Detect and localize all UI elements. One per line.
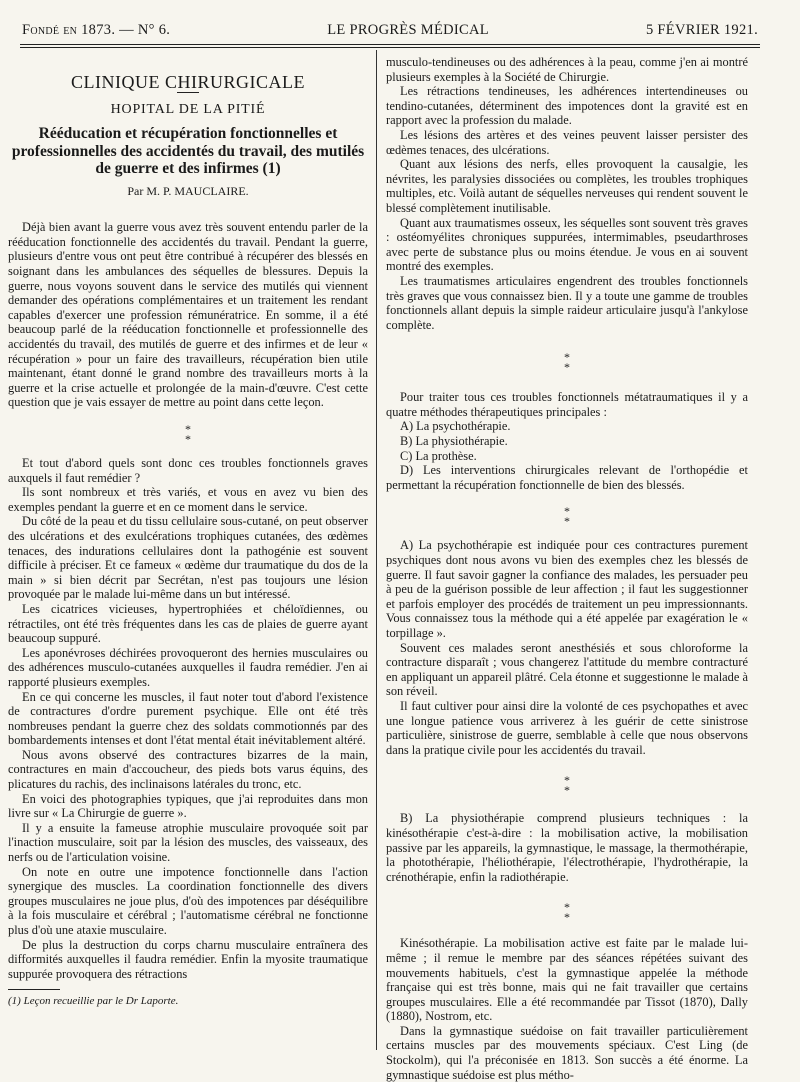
paragraph: Les rétractions tendineuses, les adhérences intertendineuses ou tendino-cutanées, déterminent des impotences dont la gravité est en rapport avec la profession du malade. xyxy=(386,84,748,128)
paragraph: Ils sont nombreux et très variés, et vous en avez vu bien des exemples pendant la guerre et en ce moment dans le service. xyxy=(8,485,368,514)
section-title: CLINIQUE CHIRURGICALE xyxy=(71,72,305,92)
journal-title: LE PROGRÈS MÉDICAL xyxy=(327,22,489,38)
paragraph: Dans la gymnastique suédoise on fait travailler particulièrement certains muscles par des mouvements spéciaux. C'est Ling (de Stockolm), qui l'a préconisée en 1813. Son succès a été énorme. La gymnastique suédoise est plus métho- xyxy=(386,1023,748,1082)
paragraph: Les lésions des artères et des veines peuvent laisser persister des œdèmes tenaces, des ulcérations. xyxy=(386,127,748,157)
section-separator-stars: * * xyxy=(564,350,570,375)
section-separator-stars: * * xyxy=(564,773,570,798)
list-item: D) Les interventions chirurgicales relevant de l'orthopédie et permettant la récupération fonctionnelle de bien des blessés. xyxy=(386,463,748,492)
paragraph: De plus la destruction du corps charnu musculaire entraînera des difformités auxquelles il faudra remédier. Enfin la myosite traumatique suppurée provoquera des rétractions xyxy=(8,937,368,981)
paragraph: En voici des photographies typiques, que j'ai reproduites dans mon livre sur « La Chirurgie de guerre ». xyxy=(8,791,368,821)
paragraph: Et tout d'abord quels sont donc ces troubles fonctionnels graves auxquels il faut remédier ? xyxy=(8,456,368,485)
methods-intro: Pour traiter tous ces troubles fonctionnels métatraumatiques il y a quatre méthodes thérapeutiques principales : xyxy=(386,390,748,419)
paragraph: Nous avons observé des contractures bizarres de la main, contractures en main d'accoucheur, des pieds bots varus équins, des plicatures du rachis, des inclinaisons latérales du tronc, etc. xyxy=(8,747,368,792)
paragraph: Souvent ces malades seront anesthésiés et sous chloroforme la contracture disparaît ; vous changerez l'attitude du membre contracturé en appliquant un appareil plâtré. Cela étonne et suggestionne le malade à son réveil. xyxy=(386,640,748,699)
paragraph: Kinésothérapie. La mobilisation active est faite par le malade lui-même ; il remue le membre par des séances répétées suivant des mouvements habituels, c'est la gymnastique appelée la méthode française qui est très bonne, mais qui ne fait travailler que certains groupes musculaires. Elle a été recommandée par Tissot (1870), Dally (1880), Nostrom, etc. xyxy=(386,936,748,1024)
paragraph: Il faut cultiver pour ainsi dire la volonté de ces psychopathes et avec une longue patience vous arriverez à les guérir de cette sinistrose particulière, sinistrose de guerre, semblable à celle que nous observons dans la pratique civile pour les accidentés du travail. xyxy=(386,698,748,757)
article-title: Rééducation et récupération fonctionnelles et professionnelles des accidentés du travail, des mutilés de guerre et des infirmes (1) xyxy=(11,125,365,178)
section-separator-stars: * * xyxy=(564,900,570,925)
paragraph: Les traumatismes articulaires engendrent des troubles fonctionnels très graves que vous connaissez bien. Il y a toute une gamme de troubles fonctionnels allant depuis la simple raideur articulaire jusqu'à l'ankylose complète. xyxy=(386,273,748,332)
paragraph: Les aponévroses déchirées provoqueront des hernies musculaires ou des adhérences musculo-cutanées auxquelles il faudra remédier. J'en ai rapporté plusieurs exemples. xyxy=(8,645,368,689)
right-column xyxy=(386,55,748,1082)
hospital-name: HOPITAL DE LA PITIÉ xyxy=(110,101,266,117)
paragraph: A) La psychothérapie est indiquée pour ces contractures purement psychiques dont nous avons vu bien des exemples chez les blessés de guerre. Il faut savoir gagner la confiance des malades, les persuader peu à peu de la guérison possible de leur affection ; il faut les suggestionner et parfois employer des procédés de traitement un peu impressionnants. Vous connaissez tous la méthode qui a été appelée par exagération le « torpillage ». xyxy=(386,538,748,640)
list-item: A) La psychothérapie. xyxy=(400,419,511,434)
paragraph: En ce qui concerne les muscles, il faut noter tout d'abord l'existence de contractures d'ordre purement psychique. Elle ont été très nombreuses pendant la guerre chez des soldats commotionnés par des bombardements intenses et dont l'état mental était inévitablement altéré. xyxy=(8,689,368,748)
paragraph: On note en outre une impotence fonctionnelle dans l'action synergique des muscles. La coordination fonctionnelle des divers groupes musculaires ne joue plus, d'où des impotences par déséquilibre à la fois musculaire et cérébral ; l'automatisme cérébral ne fonctionne plus d'où une ataxie musculaire. xyxy=(8,864,368,937)
footnote-rule xyxy=(8,989,60,990)
paragraph: Quant aux traumatismes osseux, les séquelles sont souvent très graves : ostéomyélites chroniques suppurées, intermimables, pseudarthroses avec perte de substance plus ou moins étendue. Je vous en ai souvent montré des exemples. xyxy=(386,215,748,274)
list-item: C) La prothèse. xyxy=(400,448,477,463)
left-column xyxy=(8,55,368,1009)
header-rule-thin xyxy=(20,47,760,48)
footnote: (1) Leçon recueillie par le Dr Laporte. xyxy=(8,995,179,1008)
paragraph: musculo-tendineuses ou des adhérences à la peau, comme j'en ai montré plusieurs exemples à la Société de Chirurgie. xyxy=(386,55,748,84)
paragraph: Les cicatrices vicieuses, hypertrophiées et chéloïdiennes, ou rétractiles, ont été très fréquentes dans les cas de plaies de guerre ayant beaucoup suppuré. xyxy=(8,601,368,646)
section-separator-stars: * * xyxy=(185,422,191,446)
issue-date: 5 FÉVRIER 1921. xyxy=(645,22,758,38)
paragraph: Déjà bien avant la guerre vous avez très souvent entendu parler de la rééducation fonctionnelle des accidentés du travail. Pendant la guerre, plusieurs d'entre vous ont peut être contribué à récupérer des blessés en soignant dans les ambulances des séquelles de blessures. Depuis la guerre, nous voyons souvent dans le service des mutilés qui viennent demander des opérations complémentaires et un traitement les rendant capables d'exercer une profession rémunératrice. En somme, il a été beaucoup parlé de la rééducation fonctionnelle et professionnelle des accidentés du travail, des mutilés de guerre et des infirmes et de leur « récupération » pour un faire des travailleurs, récupération bien utile maintenant, étant donné le grand nombre des travailleurs morts à la guerre et la crise actuelle et prolongée de la main-d'œuvre. C'est cette question que je vais essayer de mettre au point dans cette leçon. xyxy=(8,220,368,410)
list-item: B) La physiothérapie. xyxy=(400,434,508,449)
paragraph: B) La physiothérapie comprend plusieurs techniques : la kinésothérapie c'est-à-dire : la mobilisation active, la mobilisation passive par les appareils, la gymnastique, le massage, la thermothérapie, la photothérapie, l'héliothérapie, l'électrothérapie, l'hydrothérapie, la crénothérapie, enfin la radiothérapie. xyxy=(386,811,748,884)
methods-list xyxy=(386,419,748,492)
paragraph: Quant aux lésions des nerfs, elles provoquent la causalgie, les névrites, les paralysies dissociées ou complètes, les troubles trophiques multiples, etc. Voilà autant de séquelles nerveuses qui rendent souvent le blessé complètement inutilisable. xyxy=(386,157,748,215)
header-founded-issue: Fondé en 1873. — N° 6. xyxy=(22,22,171,38)
paragraph: Du côté de la peau et du tissu cellulaire sous-cutané, on peut observer des ulcérations et des exulcérations trophiques cutanées, des œdèmes tenaces, des indurations cellulaires dont la pathogénie est souvent difficile à préciser. Et ce fameux « œdème dur traumatique du dos de la main » si bien décrit par Secrétan, n'est pas toujours une lésion provoquée par le malade lui-même dans un but intéressé. xyxy=(8,514,368,602)
section-separator-stars: * * xyxy=(564,504,570,529)
column-divider xyxy=(376,50,377,1050)
running-header xyxy=(22,22,758,42)
author-line: Par M. P. MAUCLAIRE. xyxy=(127,183,249,198)
paragraph: Il y a ensuite la fameuse atrophie musculaire provoquée soit par l'inaction musculaire, soit par la lésion des muscles, des vaisseaux, des nerfs ou de l'articulation voisine. xyxy=(8,820,368,865)
header-rule xyxy=(20,44,760,45)
